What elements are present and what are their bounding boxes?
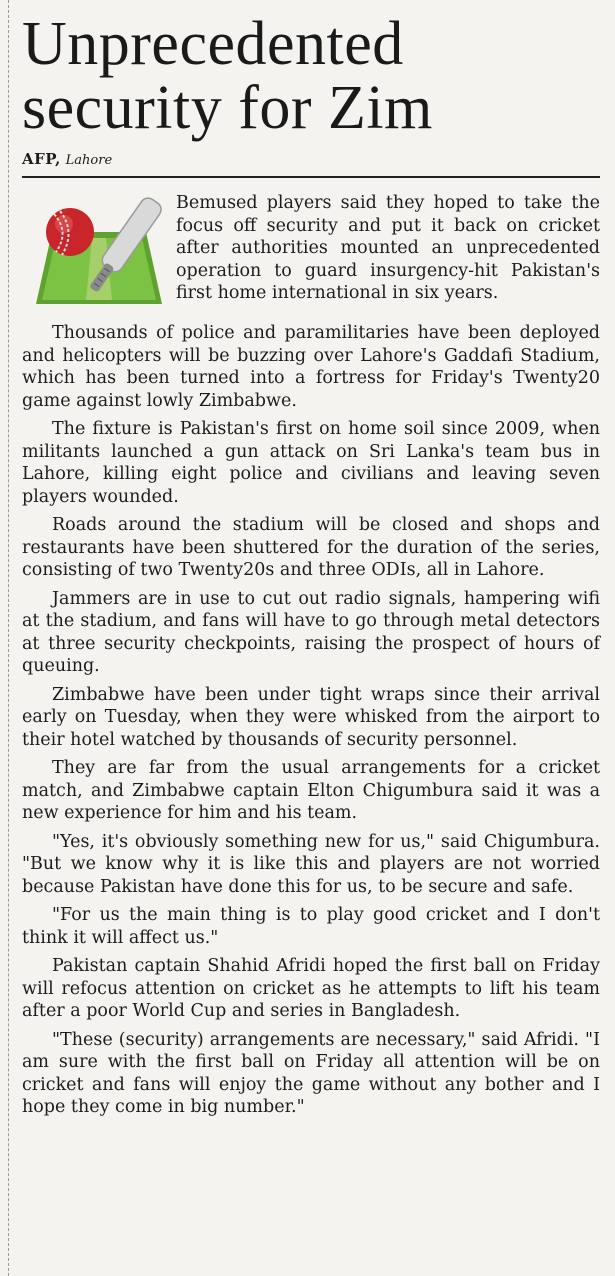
headline xyxy=(22,12,600,140)
headline-line-2: security for Zim xyxy=(22,74,433,142)
body-paragraph: They are far from the usual arrangements for a cricket match, and Zimbabwe captain Elton Chigumbura said it was a new experience for him and his team. xyxy=(22,758,600,823)
body-paragraph: "Yes, it's obviously something new for us," said Chigumbura. "But we know why it is like this and players are not worried because Pakistan have done this for us, to be secure and safe. xyxy=(22,831,600,897)
column-divider xyxy=(8,0,9,1276)
body-paragraph: The fixture is Pakistan's first on home soil since 2009, when militants launched a gun attack on Sri Lanka's team bus in Lahore, killing eight police and civilians and leaving seven players wounded. xyxy=(22,419,600,507)
lead-section xyxy=(22,192,600,305)
news-article xyxy=(22,0,600,1119)
body-paragraph: Thousands of police and paramilitaries have been deployed and helicopters will be buzzing over Lahore's Gaddafi Stadium, which has been turned into a fortress for Friday's Twenty20 game against lowly Zimbabwe. xyxy=(22,323,600,411)
byline-place: Lahore xyxy=(65,153,113,168)
body-paragraph: Jammers are in use to cut out radio signals, hampering wifi at the stadium, and fans will have to go through metal detectors at three security checkpoints, raising the prospect of hours of queuing. xyxy=(22,588,600,676)
body-paragraph: "For us the main thing is to play good cricket and I don't think it will affect us." xyxy=(22,905,600,948)
cricket-ball-bat-pitch-icon xyxy=(26,192,166,312)
byline-agency: AFP, xyxy=(22,150,61,168)
headline-line-1: Unprecedented xyxy=(22,10,404,78)
body-paragraph: Pakistan captain Shahid Afridi hoped the first ball on Friday will refocus attention on cricket as he attempts to lift his team after a poor World Cup and series in Bangladesh. xyxy=(22,956,600,1021)
body-paragraph: Roads around the stadium will be closed and shops and restaurants have been shuttered for the duration of the series, consisting of two Twenty20s and three ODIs, all in Lahore. xyxy=(22,515,600,580)
body-paragraph: Zimbabwe have been under tight wraps since their arrival early on Tuesday, when they were whisked from the airport to their hotel watched by thousands of security personnel. xyxy=(22,684,600,750)
byline xyxy=(22,150,600,178)
lead-paragraph: Bemused players said they hoped to take the focus off security and put it back on cricket after authorities mounted an unprecedented operation to guard insurgency-hit Pakistan's first home international in six years. xyxy=(176,193,600,303)
body-paragraph: "These (security) arrangements are necessary," said Afridi. "I am sure with the first ball on Friday all attention will be on cricket and fans will enjoy the game without any bother and I hope they come in big number." xyxy=(22,1029,600,1117)
